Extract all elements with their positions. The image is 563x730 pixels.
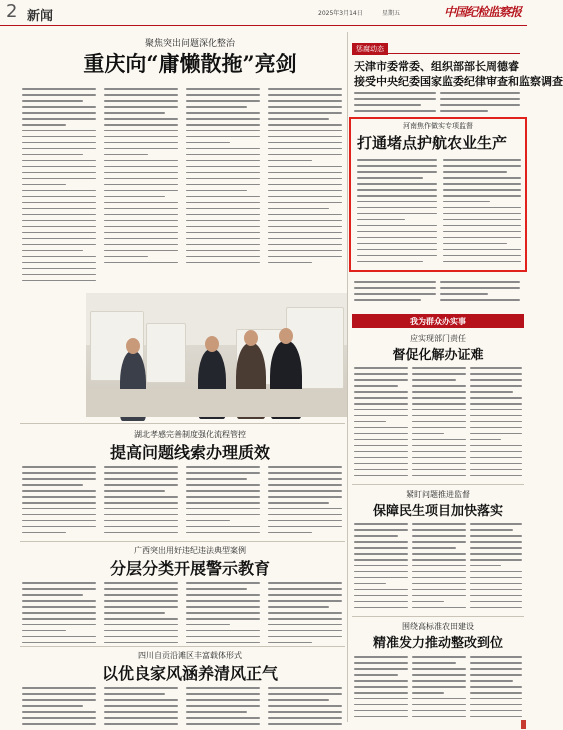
guangxi-headline: 分层分类开展警示教育 <box>109 559 270 578</box>
hubei-kicker: 湖北孝感完善制度强化流程管控 <box>134 430 246 439</box>
sichuan-headline: 以优良家风涵养清风正气 <box>101 664 278 683</box>
corruption-text-col-1 <box>354 92 436 116</box>
guangxi-kicker: 广西突出用好违纪违法典型案例 <box>134 546 246 555</box>
column-banner: 我为群众办实事 <box>352 314 524 328</box>
divider <box>20 646 345 647</box>
zhenggai-text-col-3 <box>470 656 522 722</box>
minsheng-headline: 保障民生项目加快落实 <box>372 504 503 519</box>
guangxi-text-col-2 <box>104 582 178 648</box>
zhenggai-headline: 精准发力推动整改到位 <box>372 636 503 651</box>
corruption-headline-line1: 天津市委常委、组织部部长周德睿 <box>354 60 519 73</box>
column-divider <box>347 32 348 722</box>
banzheng-text-col-2 <box>412 367 466 481</box>
divider <box>352 484 524 485</box>
hubei-text-col-3 <box>186 466 260 538</box>
minsheng-text-col-1 <box>354 523 408 613</box>
hubei-text-col-1 <box>22 466 96 538</box>
banzheng-text-col-1 <box>354 367 408 481</box>
section-name: 新闻 <box>27 9 54 24</box>
after-box-text-1 <box>354 281 436 305</box>
divider <box>352 616 524 617</box>
minsheng-kicker: 紧盯问题推进监督 <box>406 490 470 499</box>
banzheng-text-col-3 <box>470 367 522 481</box>
after-box-text-2 <box>440 281 520 305</box>
news-photo <box>86 293 347 417</box>
tag-underline <box>352 53 520 54</box>
corruption-headline-line2: 接受中央纪委国家监委纪律审查和监察调查 <box>354 75 563 88</box>
zhenggai-text-col-2 <box>412 656 466 722</box>
hubei-text-col-4 <box>268 466 342 538</box>
newspaper-logo: 中国纪检监察报 <box>444 5 522 19</box>
lead-headline: 重庆向“庸懒散拖”亮剑 <box>83 51 297 76</box>
guangxi-text-col-3 <box>186 582 260 648</box>
henan-text-col-2 <box>443 159 521 267</box>
highlighted-article-box <box>349 117 527 272</box>
henan-kicker: 河南焦作做实专项监督 <box>403 122 473 130</box>
corruption-news-tag: 惩腐动态 <box>352 43 388 55</box>
divider <box>20 423 345 424</box>
issue-weekday: 星期五 <box>382 10 401 17</box>
issue-date: 2025年3月14日 <box>318 10 363 17</box>
photo-caption <box>20 313 78 341</box>
divider <box>20 541 345 542</box>
zhenggai-kicker: 围绕高标准农田建设 <box>402 622 474 631</box>
hubei-text-col-2 <box>104 466 178 538</box>
banzheng-kicker: 应实现部门责任 <box>410 334 466 343</box>
zhenggai-text-col-1 <box>354 656 408 722</box>
henan-headline: 打通堵点护航农业生产 <box>357 134 508 152</box>
lead-text-col-2 <box>104 88 178 268</box>
sichuan-kicker: 四川自贡沿滩区丰富载体形式 <box>138 651 242 660</box>
lead-kicker: 聚焦突出问题深化整治 <box>144 39 235 49</box>
minsheng-text-col-2 <box>412 523 466 613</box>
guangxi-text-col-4 <box>268 582 342 648</box>
corruption-text-col-2 <box>440 92 520 116</box>
page-number: 2 <box>6 1 18 22</box>
sichuan-text-col-3 <box>186 687 260 729</box>
page-edge-mark <box>521 720 526 729</box>
lead-text-col-3 <box>186 88 260 268</box>
masthead <box>0 0 527 26</box>
guangxi-text-col-1 <box>22 582 96 648</box>
banzheng-headline: 督促化解办证难 <box>392 348 484 363</box>
minsheng-text-col-3 <box>470 523 522 613</box>
sichuan-text-col-1 <box>22 687 96 729</box>
sichuan-text-col-4 <box>268 687 342 729</box>
henan-text-col-1 <box>357 159 437 267</box>
sichuan-text-col-2 <box>104 687 178 729</box>
hubei-headline: 提高问题线索办理质效 <box>109 443 270 462</box>
lead-text-col-4 <box>268 88 342 268</box>
lead-text-col-1 <box>22 88 96 285</box>
